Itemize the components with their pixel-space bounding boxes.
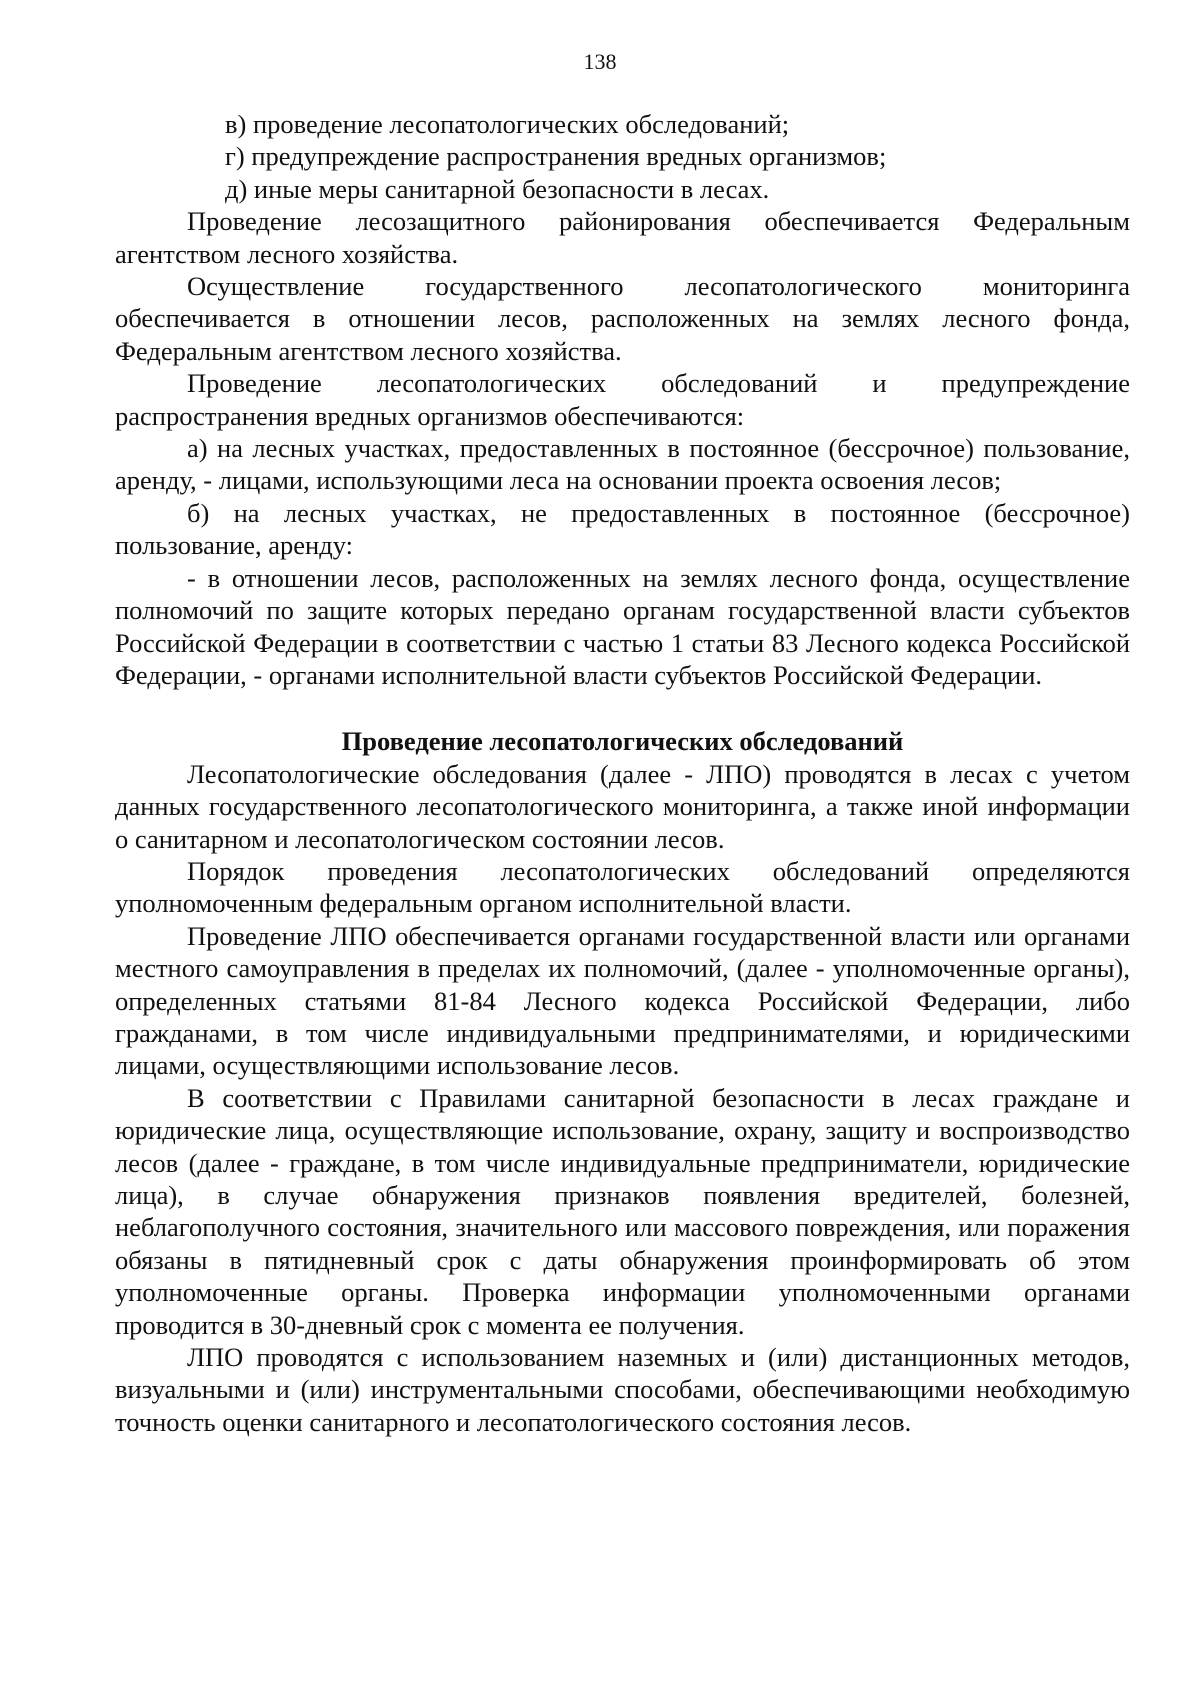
list-item: г) предупреждение распространения вредных организмов; xyxy=(225,141,887,172)
page-content xyxy=(115,108,1130,1438)
paragraph: Проведение ЛПО обеспечивается органами государственной власти или органами местного самоуправления в пределах их полномочий, (далее - уполномоченные органы), определенных статьями 81-84 Лесного кодекса Российской Федерации, либо гражданами, в том числе индивидуальными предпринимателями, и юридическими лицами, осуществляющими использование лесов. xyxy=(115,920,1130,1081)
paragraph: Осуществление государственного лесопатологического мониторинга обеспечивается в отношении лесов, расположенных на землях лесного фонда, Федеральным агентством лесного хозяйства. xyxy=(115,271,1130,366)
paragraph: В соответствии с Правилами санитарной безопасности в лесах граждане и юридические лица, осуществляющие использование, охрану, защиту и воспроизводство лесов (далее - граждане, в том числе индивидуальные предприниматели, юридические лица), в случае обнаружения признаков появления вредителей, болезней, неблагополучного состояния, значительного или массового повреждения, или поражения обязаны в пятидневный срок с даты обнаружения проинформировать об этом уполномоченные органы. Проверка информации уполномоченными органами проводится в 30-дневный срок с момента ее получения. xyxy=(115,1082,1130,1340)
paragraph: - в отношении лесов, расположенных на землях лесного фонда, осуществление полномочий по защите которых передано органам государственной власти субъектов Российской Федерации в соответствии с частью 1 статьи 83 Лесного кодекса Российской Федерации, - органами исполнительной власти субъектов Российской Федерации. xyxy=(115,562,1130,690)
list-item: в) проведение лесопатологических обследований; xyxy=(225,109,790,139)
paragraph: Проведение лесопатологических обследований и предупреждение распространения вредных организмов обеспечиваются: xyxy=(115,368,1130,431)
page-number: 138 xyxy=(583,49,617,74)
paragraph: Лесопатологические обследования (далее - ЛПО) проводятся в лесах с учетом данных государственного лесопатологического мониторинга, а также иной информации о санитарном и лесопатологическом состоянии лесов. xyxy=(115,758,1130,854)
paragraph: б) на лесных участках, не предоставленных в постоянное (бессрочное) пользование, аренду: xyxy=(115,497,1130,561)
section-heading: Проведение лесопатологических обследований xyxy=(341,726,904,757)
list-item: д) иные меры санитарной безопасности в лесах. xyxy=(225,173,770,204)
paragraph: а) на лесных участках, предоставленных в постоянное (бессрочное) пользование, аренду, - лицами, использующими леса на основании проекта освоения лесов; xyxy=(115,433,1130,496)
paragraph: ЛПО проводятся с использованием наземных и (или) дистанционных методов, визуальными и (или) инструментальными способами, обеспечивающими необходимую точность оценки санитарного и лесопатологического состояния лесов. xyxy=(115,1342,1130,1437)
paragraph: Порядок проведения лесопатологических обследований определяются уполномоченным федеральным органом исполнительной власти. xyxy=(115,855,1130,919)
paragraph: Проведение лесозащитного районирования обеспечивается Федеральным агентством лесного хозяйства. xyxy=(115,206,1130,269)
